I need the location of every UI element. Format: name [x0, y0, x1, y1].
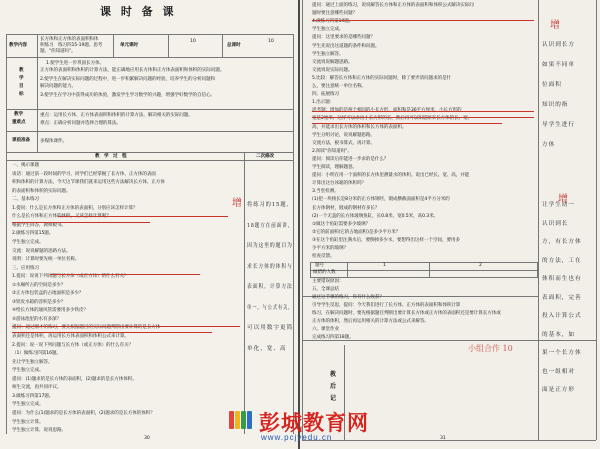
- process-line: 根据学生回答，教师板书。: [12, 222, 66, 228]
- page-title: 课 时 备 课: [100, 5, 177, 18]
- underline-mark: [12, 222, 150, 223]
- process-line: （1）做练习四第16题。: [12, 351, 61, 357]
- summary-line: 通过这节课的练习，你有什么收获？: [312, 295, 384, 300]
- key-line: 难点：正确分析问题并选择合理的算法。: [40, 121, 121, 126]
- content-line3: 练习四15-19题、思考: [58, 43, 103, 48]
- goal-line: 3.使学生在学习中获得成功的体验，激发学生学习数学的兴趣，增强学好数学的自信心。: [40, 93, 215, 98]
- handwritten-line: 求长方体的体积与: [247, 263, 293, 270]
- process-line: 交流说说实际问题。: [312, 67, 353, 73]
- watermark-url: www.pcjyedu.cn: [261, 433, 333, 442]
- table-header-number: 题号: [315, 263, 324, 268]
- process-line: 提问：这里要求的是哪些问题？: [312, 35, 375, 41]
- process-line: 宽是2厘米，这样可以求出小长方形的长，然后再可以知道原来长方体的长、宽、: [312, 116, 473, 122]
- reflection-label-1: 教: [330, 371, 336, 378]
- process-line: 学生独立完成。: [312, 27, 344, 33]
- process-line: (1)把一块棱长是8分米的正方体钢坯，锻成横截面面积是4平方分米的: [312, 197, 450, 203]
- watermark-title: 彭城教育网: [259, 412, 369, 435]
- second-revision-header: 二次修改: [256, 154, 274, 159]
- process-line: 的表面积和体积的实际问题。: [12, 188, 71, 194]
- underline-mark: [312, 123, 502, 124]
- process-line: 高，并能求出长方体的体积和长方体的表面积。: [312, 124, 407, 130]
- process-line: 四、拓展练习: [312, 92, 339, 98]
- handwritten-line: 方体: [542, 142, 556, 148]
- detection-table: [310, 262, 538, 278]
- edit-mark: 增: [558, 194, 568, 205]
- process-line: ①水厢所占的空间是多少？: [12, 282, 66, 288]
- handwritten-line: 的方法，工在: [542, 257, 582, 264]
- process-line: 说明：计算时要先统一单位名称。: [12, 257, 80, 263]
- logo-book-yellow: [235, 411, 240, 429]
- summary-line: 练习，在解决问题时，要先根据题目判断出要计算长方体或正方体的表面积还是要计算长方体或: [312, 311, 501, 316]
- process-line: 计算出这台冰箱的体积吗？: [312, 181, 366, 187]
- left-page: [0, 0, 298, 449]
- logo-book-blue: [247, 411, 252, 429]
- reflection-note: 小组合作 10: [468, 344, 513, 353]
- handwritten-line: 将练习的15题、: [247, 202, 293, 208]
- handwritten-line: 投入计算公式: [542, 313, 582, 319]
- process-line: 提问：通过上面的练习，说说解答长方体和正方体的表面积和体积公式解决实际问: [312, 3, 474, 8]
- process-line: 提问：(1)题求的是长方体的表面积，(2)题求的是长方体体积。: [12, 376, 137, 382]
- underline-mark: [12, 332, 212, 333]
- table-header-2: 2: [479, 263, 482, 268]
- content-line1: 长方体和正方体的表面积和体: [40, 37, 99, 42]
- label-total-lesson: 总课时: [227, 43, 241, 48]
- handwritten-line: 单一，与公式有关，: [247, 304, 294, 311]
- process-line: 一、揭示课题: [12, 163, 39, 168]
- process-line: 先让学生独立解答。: [12, 359, 53, 365]
- summary-line: 正方体的体积，然后再运用相关的计算方法或公式来解答。: [312, 319, 429, 324]
- handwritten-line: 18题方在前面讲，: [247, 222, 294, 229]
- prep-value: 多媒体课件。: [40, 139, 67, 144]
- goals-label-4: 标: [19, 92, 24, 97]
- handwritten-line: 导学生进行: [542, 122, 575, 128]
- handwritten-line: 认识到长: [542, 220, 569, 227]
- handwritten-line: 也一组相对: [542, 368, 575, 375]
- process-line: 学生先说出这道题的条件和问题。: [312, 43, 380, 49]
- process-line: 交流方法，板书算式，再计算。: [312, 140, 375, 146]
- process-line: 提问：通过刚才的练习，要先根据题目的实际问题判断出要计算的是长方体: [12, 325, 161, 331]
- handwritten-line: 知识的指: [542, 102, 569, 108]
- process-line: 1.出示题：: [312, 100, 335, 106]
- unit-lesson-value: 10: [190, 39, 196, 44]
- process-line: 1.提问：什么是长方体和正方体的表面积，分别应该怎样计算？: [12, 205, 138, 211]
- label-content: 教学内容: [9, 43, 27, 48]
- key-label-2: 重难点: [12, 120, 26, 125]
- handwritten-line: 方，有长方体: [542, 239, 582, 245]
- goals-label-3: 目: [19, 84, 24, 89]
- handwritten-line: 的基本，如: [542, 331, 575, 338]
- handwritten-line: 让学生动一: [542, 202, 575, 208]
- process-line: 提问：阅读后你能进一步求的是什么？: [312, 156, 389, 162]
- handwritten-line: 可以用数字更简: [247, 325, 294, 331]
- process-line: 检查反馈。: [312, 254, 335, 260]
- summary-line: 主要错误原因：: [312, 279, 344, 284]
- process-line: 4.做练习四第19题。: [312, 19, 354, 25]
- content-line2: 积练习: [40, 43, 54, 48]
- process-line: 么，要注意统一单位名称。: [312, 84, 366, 89]
- logo-book-red: [229, 411, 234, 429]
- process-line: ④给长方体的通风管需要用多少铁皮？: [12, 308, 88, 314]
- reflection-label-2: 后: [330, 383, 336, 390]
- summary-line: 完成练习四第18题。: [312, 335, 354, 340]
- process-line: 二、基本练习: [12, 197, 39, 203]
- underline-mark: [58, 216, 228, 217]
- summary-line: 引导学生反思，提问：今天我们进行了长方体、正方体的表面积和体积计算: [312, 303, 461, 308]
- process-line: 2.做练习四第15题。: [12, 231, 54, 237]
- goal-line: 解决问题的能力。: [40, 84, 76, 89]
- process-line: 题时要注意哪些问题？: [312, 11, 357, 17]
- process-line: 谈话：通过前一段时间的学习，同学们已经掌握了长方体、正方体的表面: [12, 171, 156, 177]
- process-line: (2)一个无盖的长方体玻璃鱼缸，长0.8米，宽0.5米，高0.3米。: [312, 213, 439, 219]
- underline-mark: [312, 117, 534, 118]
- page-number-right: 31: [440, 436, 446, 441]
- process-line: 2.阅读"你知道吗"。: [312, 148, 352, 154]
- right-page: [300, 0, 600, 449]
- process-line: 5.比较：解答长方体和正方体的实际问题时，除了要弄清问题求的是什: [312, 75, 451, 81]
- process-line: ②正方体包装盒的占地面积是多少？: [12, 291, 84, 297]
- process-line: 3.做练习四第17题。: [12, 393, 54, 399]
- edit-mark: 增: [232, 198, 242, 209]
- process-line: 学生独立计算，说说思路。: [12, 428, 66, 434]
- process-line: 长方体钢材，锻成的钢材有多长？: [312, 205, 380, 211]
- label-unit-lesson: 单元课时: [120, 43, 138, 48]
- goals-label-2: 学: [19, 76, 24, 81]
- process-line: 什么是长方体和正方体的体积，又该怎样计算呢？: [12, 214, 111, 220]
- process-line: 学生阅读，理解题意。: [312, 165, 357, 170]
- process-line: 学生独立解答。: [312, 51, 344, 57]
- process-line: 学生独立完成。: [12, 239, 44, 245]
- goal-line: 正方体的表面积和体积的计算方法，能正确地应用长方体和正方体表面积和体积的实际问题。: [40, 68, 225, 73]
- site-watermark: [228, 407, 388, 447]
- process-line: 提问：为什么(1)题求的是长方体的表面积，(2)题求的是长方体的体积？: [12, 410, 155, 416]
- handwritten-line: 如果不同单: [542, 62, 575, 68]
- process-line: 学生分组讨论，说说解题思路。: [312, 132, 375, 138]
- process-line: ①做这个鱼缸需要多少玻璃？: [312, 221, 370, 227]
- prep-label: 课前准备: [12, 138, 30, 143]
- handwritten-line: 单化，宽、高: [247, 345, 287, 352]
- key-label-1: 教学: [14, 112, 23, 117]
- reflection-label-3: 记: [330, 395, 336, 402]
- process-line: ③在这个鱼缸里注满水后，要倒掉多少水，要想得出这样一个空间，要用多: [312, 237, 460, 243]
- process-line: 交流：说说解题的思路方法。: [12, 248, 71, 254]
- process-line: 学生独立计算。: [12, 419, 44, 425]
- process-line: 思考题：增加的是两个相同的小长方形，面积和是36平方厘米，小长方形的: [312, 108, 462, 114]
- process-line: 三、应用练习: [12, 265, 39, 271]
- underline-mark: [12, 326, 240, 327]
- summary-line: 六、课堂作业: [312, 327, 339, 332]
- key-line: 重点：运用长方体、正方体表面积和体积的计算方法，解决相关的实际问题。: [40, 113, 193, 118]
- edit-mark: 增: [550, 20, 560, 31]
- handwritten-line: 体积而生也有: [542, 276, 582, 282]
- goal-line: 2.使学生在解决实际问题的过程中，进一步积累解决问题的经验，培养学生的分析问题和: [40, 77, 215, 82]
- process-line: 表面积还是体积，再运用长方体表面积和体积公式来计算。: [12, 334, 129, 339]
- process-line: 3.当堂检测。: [312, 189, 339, 195]
- process-line: 1.提问：说说下列问题与长方体（或正方体）的什么有关？: [12, 274, 129, 280]
- table-header-1: 1: [383, 263, 386, 268]
- summary-line: 五、全课总结: [312, 287, 339, 292]
- handwritten-line: 果一个长方体: [542, 350, 582, 356]
- handwritten-line: 因为这里的题目为: [247, 243, 293, 249]
- handwritten-line: 位面积: [542, 82, 562, 88]
- process-line: 提问：小明在用一个面积的长方体里测量水的体积。说出已经长、宽、高，并能: [312, 173, 470, 179]
- handwritten-line: 表面积，计算方法: [247, 284, 293, 290]
- content-line4: 题、"你知道吗"。: [40, 49, 76, 54]
- underline-mark: [312, 111, 534, 112]
- goals-label-1: 教: [19, 68, 24, 73]
- process-header: 教 学 过 程: [95, 154, 127, 159]
- process-line: 交流说说解题思路。: [312, 59, 353, 65]
- process-line: 学生独立完成。: [12, 402, 44, 408]
- table-row-label: 做错的人数: [313, 270, 336, 275]
- process-line: 学生独立完成。: [12, 368, 44, 374]
- page-number-left: 30: [144, 436, 150, 441]
- process-line: 少平方米的玻璃？: [312, 246, 348, 251]
- process-line: 积和体积的计算方法，今天这节课我们就来运用这些方法解决长方体、正方体: [12, 180, 165, 186]
- process-line: ②它的前面积(它的占地面积)是多少平方米？: [312, 229, 401, 235]
- handwritten-line: 表面积，完善: [542, 294, 582, 301]
- logo-book-green: [241, 411, 246, 429]
- goal-line: 1.使学生进一步巩固长方体、: [46, 61, 105, 66]
- process-line: 师生交流，再共同评议。: [12, 385, 62, 391]
- underline-mark: [312, 20, 534, 21]
- process-line: ③铁皮水箱的容积是多少？: [12, 299, 66, 305]
- total-lesson-value: 10: [268, 39, 274, 44]
- handwritten-line: 认识到长方: [542, 42, 575, 48]
- process-line: ⑤游泳池里的水有多深？: [12, 316, 61, 322]
- handwritten-line: 面是正方形: [542, 387, 575, 393]
- process-line: 2.提问：说一说下列问题与长方体（或正方体）的什么有关？: [12, 342, 134, 348]
- underline-mark: [50, 274, 200, 275]
